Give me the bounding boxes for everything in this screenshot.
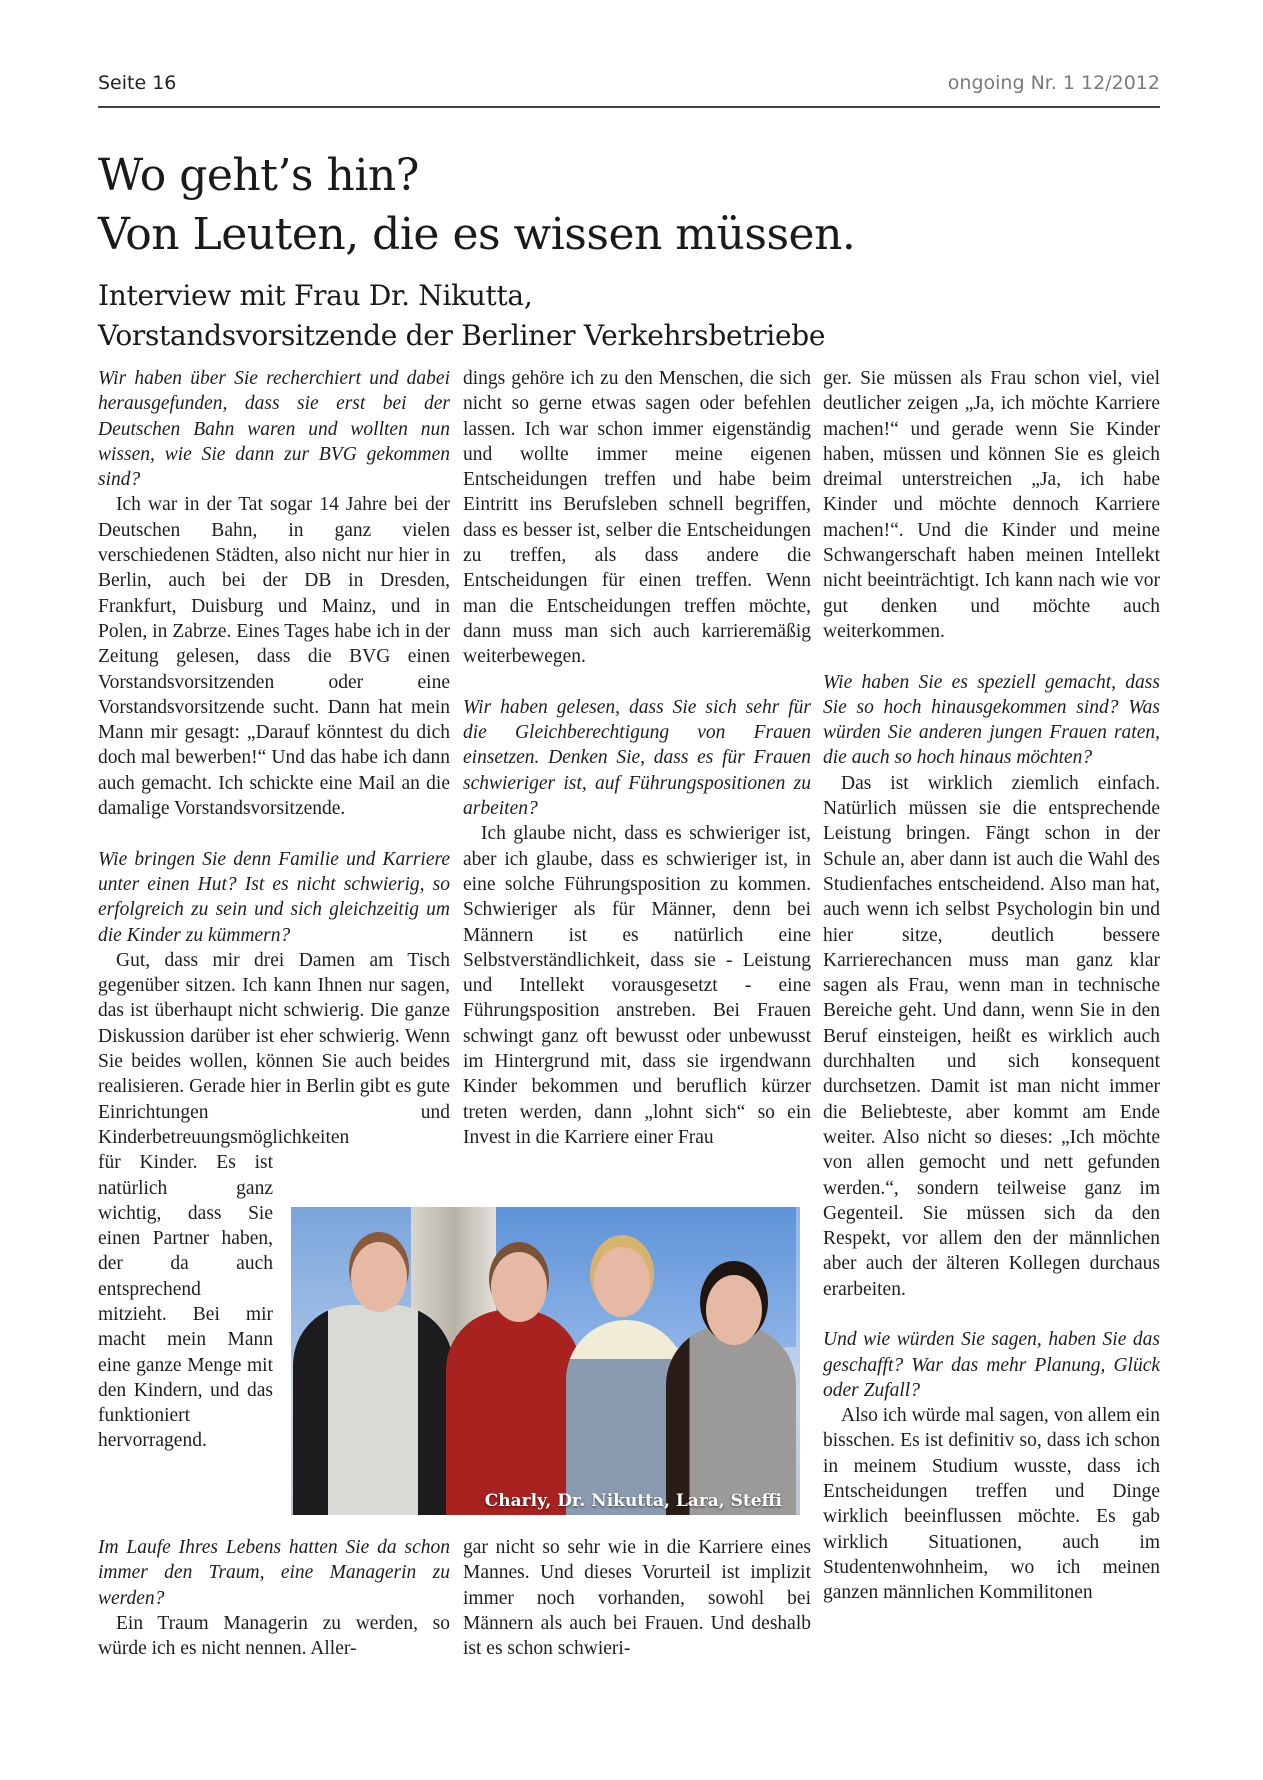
question-5: Wie haben Sie es speziell gemacht, dass Sie so hoch hinausgekommen sind? Was würden Sie anderen jungen Frauen raten, die auch so hoch hinaus möchten?	[823, 671, 1160, 769]
answer-3-continued: dings gehöre ich zu den Menschen, die sich nicht so gerne etwas sagen oder befehlen lassen. Ich war schon immer eigenständig und wollte immer meine eigenen Entscheidungen treffen und habe beim Eintritt ins Berufsleben schnell begriffen, dass es besser ist, selber die Entscheidungen zu treffen, als dass andere die Entscheidungen für einen treffen. Wenn man die Entscheidungen treffen möchte, dann muss man sich auch karrieremäßig weiterbewegen.	[463, 368, 811, 668]
answer-4-after-photo: gar nicht so sehr wie in die Karriere eines Mannes. Und dieses Vorurteil ist implizit immer noch vorhanden, sowohl bei Männern als auch bei Frauen. Und deshalb ist es schon schwieri-	[463, 1537, 811, 1660]
title-line-2: Von Leuten, die es wissen müssen.	[98, 209, 856, 260]
issue-label: ongoing Nr. 1 12/2012	[947, 72, 1160, 94]
column-3	[823, 366, 1160, 1606]
article-title	[98, 146, 855, 264]
face-dr-nikutta	[491, 1252, 547, 1322]
question-4: Wir haben gelesen, dass Sie sich sehr für die Gleichberechtigung von Frauen einsetzen. Denken Sie, dass es für Frauen schwieriger ist, auf Führungspositionen zu arbeiten?	[463, 696, 811, 820]
face-steffi	[706, 1275, 762, 1345]
person-steffi	[666, 1325, 796, 1515]
person-charly	[293, 1305, 453, 1515]
person-dr-nikutta	[446, 1310, 581, 1515]
photo-caption: Charly, Dr. Nikutta, Lara, Steffi	[484, 1491, 782, 1511]
question-2: Wie bringen Sie denn Familie und Karriere unter einen Hut? Ist es nicht schwierig, so erfolgreich zu sein und sich gleichzeitig um die Kinder zu kümmern?	[98, 848, 450, 946]
article-subtitle	[98, 276, 825, 356]
answer-4: Ich glaube nicht, dass es schwieriger ist, aber ich glaube, dass es schwieriger ist, in eine solche Führungsposition zu kommen. Schwieriger als für Männer, denn bei Männern ist es natürlich eine Selbstverständlichkeit, dass sie - Leistung und Intellekt vorausgesetzt - eine Führungsposition anstreben. Bei Frauen schwingt ganz oft bewusst oder unbewusst im Hintergrund mit, dass sie irgendwann Kinder bekommen und beruflich kürzer treten werden, dann „lohnt sich“ so ein Invest in die Karriere einer Frau	[463, 823, 811, 1148]
question-6: Und wie würden Sie sagen, haben Sie das geschafft? War das mehr Planung, Glück oder Zufall?	[823, 1329, 1160, 1401]
column-2-bottom	[463, 1535, 811, 1661]
group-photo	[291, 1207, 800, 1515]
question-3: Im Laufe Ihres Lebens hatten Sie da schon immer den Traum, eine Managerin zu werden?	[98, 1537, 450, 1609]
answer-5: Das ist wirklich ziemlich einfach. Natürlich müssen sie die entsprechende Leistung bringen. Fängt schon in der Schule an, aber dann ist auch die Wahl des Studienfaches entscheidend. Also man hat, auch wenn ich selbst Psychologin bin und hier sitze, deutlich bessere Karrierechancen muss man ganz klar sagen als Frau, wenn man in technische Bereiche geht. Und dann, wenn Sie in den Beruf einsteigen, heißt es wirklich auch durchhalten und sich konsequent durchsetzen. Damit ist man nicht immer die Beliebteste, aber kommt am Ende weiter. Also nicht so dieses: „Ich möchte von allen gemocht und nett gefunden werden.“, sondern teilweise ganz im Gegenteil. Sie müssen sich da den Respekt, vor allem den der männlichen aber auch der älteren Kollegen durchaus erarbeiten.	[823, 772, 1160, 1300]
column-1-bottom	[98, 1535, 450, 1661]
answer-2-part-1: Gut, dass mir drei Damen am Tisch gegenüber sitzen. Ich kann Ihnen nur sagen, das ist überhaupt nicht schwierig. Die ganze Diskussion darüber ist eher schwierig. Wenn Sie beides wollen, können Sie auch beides realisieren. Gerade hier in Berlin gibt es gute Einrichtungen und Kinderbetreuungsmöglichkeiten	[98, 949, 450, 1148]
answer-4-continued: ger. Sie müssen als Frau schon viel, viel deutlicher zeigen „Ja, ich möchte Karriere machen!“ und gerade wenn Sie Kinder haben, müssen und können Sie es gleich dreimal unterstreichen „Ja, ich habe Kinder und möchte dennoch Karriere machen!“. Und die Kinder und meine Schwangerschaft haben meinen Intellekt nicht beeinträchtigt. Ich kann nach wie vor gut denken und möchte auch weiterkommen.	[823, 368, 1160, 642]
subtitle-line-1: Interview mit Frau Dr. Nikutta,	[98, 279, 533, 312]
face-lara	[594, 1247, 650, 1317]
answer-1: Ich war in der Tat sogar 14 Jahre bei der Deutschen Bahn, in ganz vielen verschiedenen Städten, also nicht nur hier in Berlin, auch bei der DB in Dresden, Frankfurt, Duisburg und Mainz, und in Polen, in Zabrze. Eines Tages habe ich in der Zeitung gelesen, dass die BVG einen Vorstandsvorsitzenden oder eine Vorstandsvorsitzende sucht. Dann hat mein Mann mir gesagt: „Darauf könntest du dich doch mal bewerben!“ Und das habe ich dann auch gemacht. Ich schickte eine Mail an die damalige Vorstandsvorsitzende.	[98, 494, 450, 820]
answer-6: Also ich würde mal sagen, von allem ein bisschen. Es ist definitiv so, dass ich schon in meinem Studium wusste, dass ich Entscheidungen treffen und Dinge wirklich beeinflussen möchte. Es gab wirklich Situationen, auch im Studentenwohnheim, wo ich meinen ganzen männlichen Kommilitonen	[823, 1405, 1160, 1604]
page-header	[98, 72, 1160, 108]
subtitle-line-2: Vorstandsvorsitzende der Berliner Verkehrsbetriebe	[98, 319, 826, 352]
face-charly	[351, 1242, 407, 1312]
column-2	[463, 366, 811, 1150]
title-line-1: Wo geht’s hin?	[98, 150, 419, 201]
answer-2-part-2: für Kinder. Es ist natürlich ganz wichtig, dass Sie einen Partner haben, der da auch entsprechend mitzieht. Bei mir macht mein Mann eine ganze Menge mit den Kindern, und das funktioniert hervorragend.	[98, 1152, 273, 1452]
answer-3: Ein Traum Managerin zu werden, so würde ich es nicht nennen. Aller-	[98, 1612, 450, 1660]
question-1: Wir haben über Sie recherchiert und dabei herausgefunden, dass sie erst bei der Deutschen Bahn waren und wollten nun wissen, wie Sie dann zur BVG gekommen sind?	[98, 368, 450, 491]
page-number: Seite 16	[98, 72, 177, 94]
